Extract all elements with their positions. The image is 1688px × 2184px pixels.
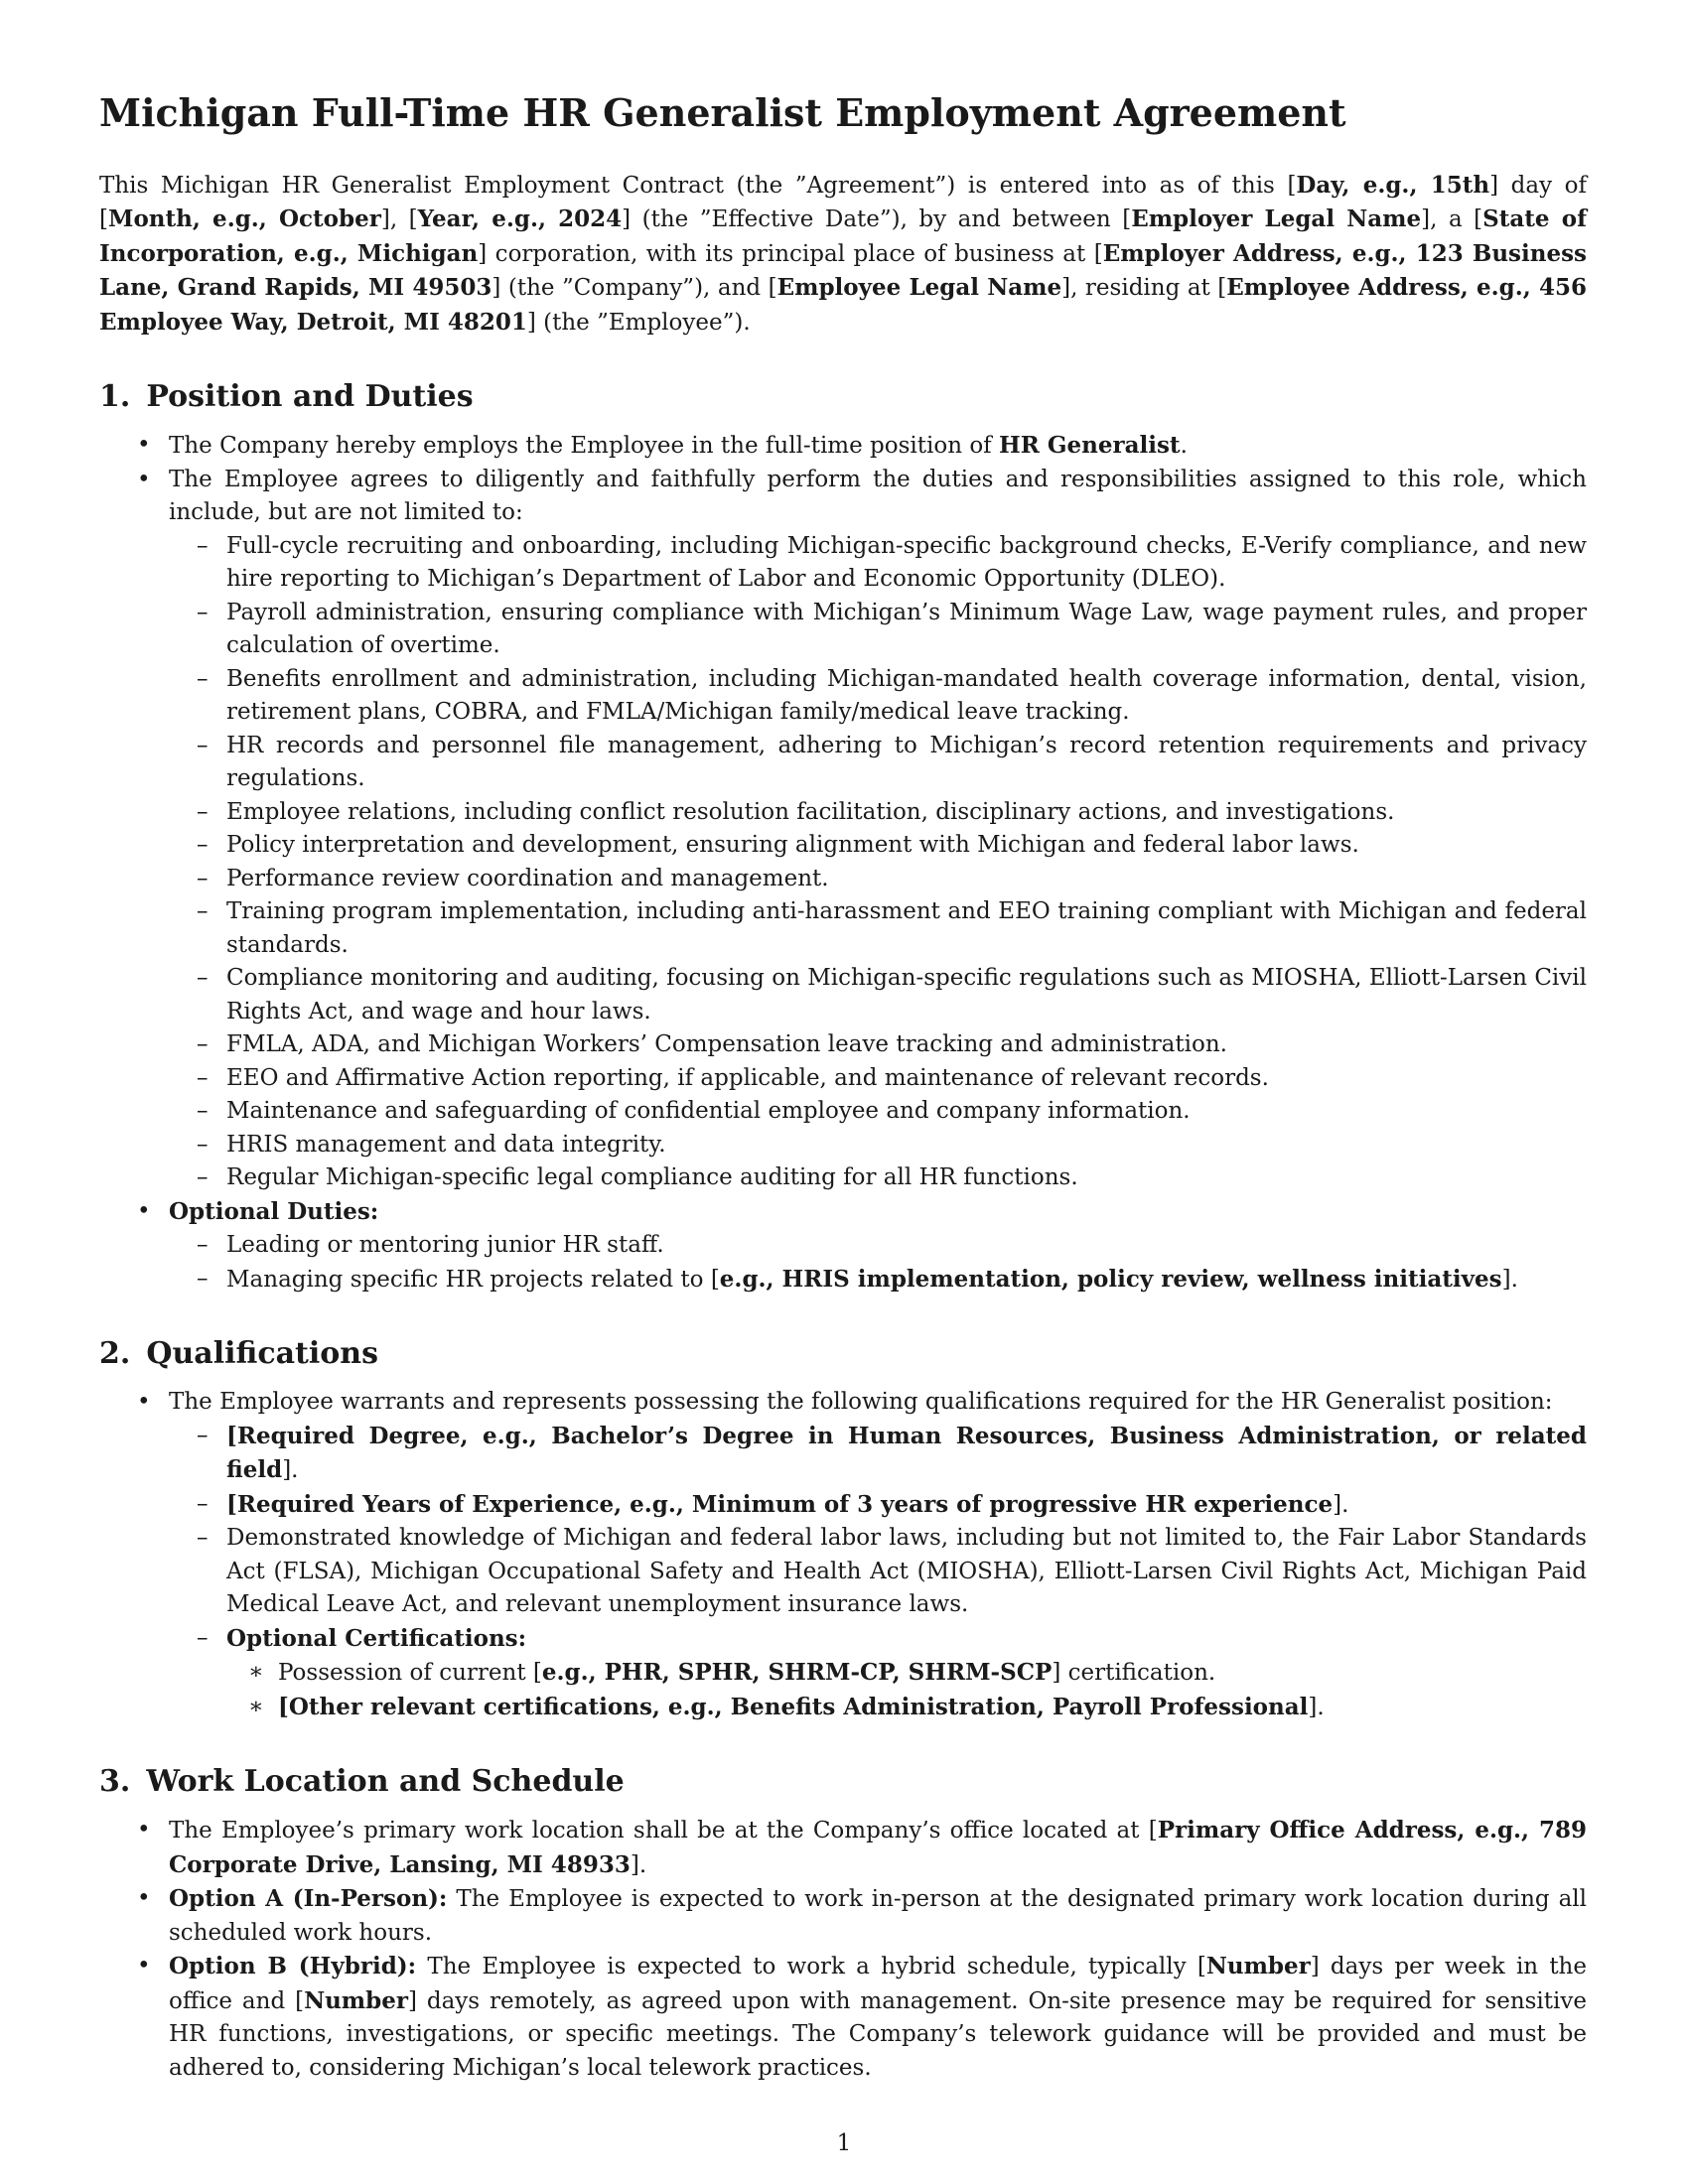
list-item [99, 429, 1587, 464]
text-run: Training program implementation, including anti-harassment and EEO training compliant with Michigan and federal standards. [226, 898, 1587, 958]
list-item-text [169, 1818, 1587, 1878]
text-run: Benefits enrollment and administration, including Michigan-mandated health coverage information, dental, vision, retirement plans, COBRA, and FMLA/Michigan family/medical leave tracking. [226, 665, 1587, 726]
bold-text: Other relevant certifications, e.g., Benefits Administration, Payroll Professional [288, 1693, 1309, 1720]
section-title: Qualifications [146, 1336, 378, 1372]
bold-text: Optional Certifications: [226, 1624, 527, 1652]
text-run: Regular Michigan-specific legal compliance auditing for all HR functions. [226, 1164, 1078, 1191]
section-heading [99, 1336, 1587, 1372]
text-run: This Michigan HR Generalist Employment Contract (the ”Agreement”) is entered into as of this [99, 172, 1288, 199]
list-item [163, 597, 1587, 663]
list-item-text [226, 1492, 1348, 1518]
text-run: The Employee is expected to work a hybrid schedule, typically [ [416, 1954, 1206, 1980]
section-1 [99, 379, 1587, 1297]
text-run: HR records and personnel file management, adhering to Michigan’s record retention requirements and privacy regulations. [226, 732, 1587, 792]
text-run: The Company hereby employs the Employee in the full-time position of [169, 433, 999, 460]
text-run: The Employee is expected to work in-person at the designated primary work location during all scheduled work hours. [169, 1886, 1588, 1946]
bold-text: e.g., HRIS implementation, policy review, wellness initiatives [719, 1265, 1502, 1293]
list-level-1 [99, 1386, 1587, 1724]
text-run: Demonstrated knowledge of Michigan and federal labor laws, including but not limited to, the Fair Labor Standards Act (FLSA), Michigan Occupational Safety and Health Act (MIOSHA), Elliott-Larsen Civil Rights Act, Michigan Paid Medical Leave Act, and relevant unemployment insurance laws. [226, 1525, 1587, 1618]
list-item-text [226, 965, 1587, 1024]
text-run: . [1180, 433, 1188, 460]
text-run: ] day of [1489, 172, 1587, 199]
list-item-text [226, 1132, 666, 1158]
text-run: ], residing at [ [1061, 275, 1227, 302]
text-run: ]. [282, 1457, 299, 1484]
bold-text: [ [278, 1693, 289, 1720]
list-item [163, 863, 1587, 896]
list-level-2 [169, 1229, 1587, 1297]
list-item [163, 530, 1587, 597]
list-item-text [169, 433, 1188, 459]
list-item-text [226, 1031, 1227, 1057]
list-item [226, 1691, 1587, 1725]
list-item-text [226, 1098, 1191, 1124]
bold-text: Number [304, 1986, 408, 2014]
list-level-2 [169, 1420, 1587, 1725]
list-item [99, 1195, 1587, 1297]
list-item-text [226, 1164, 1078, 1190]
list-item-text [278, 1695, 1325, 1720]
list-item [163, 1028, 1587, 1062]
list-level-1 [99, 429, 1587, 1297]
text-run: ] days remotely, as agreed upon with management. On-site presence may be required for sensitive HR functions, investigations, or specific meetings. The Company’s telework guidance will be provided and must be adhered to, considering Michigan’s local telework practices. [169, 1987, 1587, 2081]
bold-text: Employer Legal Name [1131, 205, 1422, 233]
list-item [99, 1386, 1587, 1724]
text-run: Payroll administration, ensuring compliance with Michigan’s Minimum Wage Law, wage payment rules, and proper calculation of overtime. [226, 599, 1587, 659]
bold-text: State of Incorporation, e.g., Michigan [99, 205, 1587, 267]
section-number: 2. [99, 1336, 131, 1372]
list-item [163, 1095, 1587, 1129]
text-run: [ [1287, 172, 1297, 199]
bold-text: Required Years of Experience, e.g., Minimum of 3 years of progressive HR experience [236, 1490, 1334, 1518]
list-item-text [169, 1389, 1553, 1415]
text-run: Full-cycle recruiting and onboarding, including Michigan-specific background checks, E-Verify compliance, and new hire reporting to Michigan’s Department of Labor and Economic Opportunity (DLEO). [226, 532, 1587, 593]
list-item [163, 1622, 1587, 1725]
bold-text: Option B (Hybrid): [169, 1953, 417, 1980]
list-item-text [169, 1954, 1587, 2081]
list-item-text [226, 666, 1587, 726]
bold-text: Primary Office Address, e.g., 789 Corporate Drive, Lansing, MI 48933 [169, 1817, 1587, 1878]
section-3 [99, 1764, 1587, 2085]
bold-text: Optional Duties: [169, 1197, 379, 1225]
list-item-text [226, 898, 1587, 958]
list-level-2 [169, 530, 1587, 1195]
text-run: ] corporation, with its principal place of business at [ [478, 240, 1103, 267]
list-item [163, 1488, 1587, 1523]
list-item-text [226, 533, 1587, 593]
list-item-text [226, 733, 1587, 792]
bold-text: Employee Legal Name [776, 274, 1062, 302]
list-item [163, 1129, 1587, 1162]
list-item [163, 796, 1587, 830]
text-run: ], [ [380, 206, 418, 233]
list-item-text [226, 1232, 664, 1258]
text-run: ], a [ [1421, 206, 1483, 233]
list-item-text [226, 1424, 1587, 1484]
document-page [99, 91, 1587, 2124]
text-run: [ [99, 206, 108, 233]
list-item-text [169, 1199, 378, 1225]
bold-text: Month, e.g., October [107, 205, 381, 233]
sections-container [99, 379, 1587, 2085]
text-run: EEO and Affirmative Action reporting, if applicable, and maintenance of relevant records. [226, 1064, 1269, 1091]
section-number: 3. [99, 1764, 131, 1800]
text-run: The Employee agrees to diligently and faithfully perform the duties and responsibilities assigned to this role, which include, but are not limited to: [169, 466, 1587, 526]
bold-text: [ [226, 1490, 237, 1518]
text-run: ]. [1308, 1694, 1325, 1720]
list-item [163, 895, 1587, 962]
bold-text: [ [226, 1422, 237, 1449]
list-item [163, 730, 1587, 796]
text-run: HRIS management and data integrity. [226, 1131, 666, 1158]
list-item [99, 1882, 1587, 1950]
list-item-text [278, 1660, 1215, 1686]
list-item [163, 1522, 1587, 1622]
list-item [163, 663, 1587, 730]
text-run: ] (the ”Company”), and [ [492, 275, 777, 302]
text-run: Policy interpretation and development, ensuring alignment with Michigan and federal labor laws. [226, 832, 1359, 859]
list-item [163, 1062, 1587, 1096]
section-heading [99, 379, 1587, 415]
text-run: The Employee warrants and represents possessing the following qualifications required for the HR Generalist position: [169, 1389, 1553, 1416]
list-level-1 [99, 1814, 1587, 2085]
bold-text: e.g., PHR, SPHR, SHRM-CP, SHRM-SCP [541, 1659, 1053, 1687]
bold-text: Day, e.g., 15th [1296, 171, 1490, 199]
list-item-text [226, 600, 1587, 659]
list-item [163, 1161, 1587, 1195]
list-item-text [226, 866, 829, 891]
list-item [163, 1229, 1587, 1263]
bold-text: Option A (In-Person): [169, 1885, 448, 1913]
list-item [99, 464, 1587, 1195]
text-run: ] days per week in the office and [ [169, 1954, 1587, 2014]
text-run: Managing specific HR projects related to [ [226, 1266, 720, 1293]
list-level-3 [226, 1656, 1587, 1724]
list-item-text [226, 1065, 1269, 1091]
list-item-text [226, 1626, 526, 1652]
document-title: Michigan Full-Time HR Generalist Employment Agreement [99, 90, 1346, 135]
text-run: Employee relations, including conflict resolution facilitation, disciplinary actions, and investigations. [226, 798, 1395, 825]
intro-paragraph [99, 169, 1587, 341]
bold-text: HR Generalist [999, 432, 1181, 460]
list-item-text [169, 1886, 1587, 1946]
list-item [163, 1263, 1587, 1297]
list-item-text [226, 1525, 1587, 1617]
list-item [163, 1420, 1587, 1488]
list-item-text [226, 832, 1359, 858]
list-item [99, 1814, 1587, 1882]
text-run: The Employee’s primary work location shall be at the Company’s office located at [ [169, 1818, 1158, 1844]
text-run: ] (the ”Employee”). [526, 309, 751, 336]
text-run: ]. [1501, 1266, 1518, 1293]
section-title: Work Location and Schedule [146, 1764, 625, 1800]
section-heading [99, 1764, 1587, 1800]
text-run: ] certification. [1052, 1660, 1216, 1687]
list-item-text [226, 799, 1394, 825]
list-item [163, 962, 1587, 1028]
text-run: Leading or mentoring junior HR staff. [226, 1232, 664, 1259]
text-run: FMLA, ADA, and Michigan Workers’ Compensation leave tracking and administration. [226, 1031, 1227, 1058]
bold-text: Required Degree, e.g., Bachelor’s Degree in Human Resources, Business Administration, or related field [226, 1422, 1587, 1484]
text-run: ]. [1333, 1491, 1349, 1518]
text-run: Maintenance and safeguarding of confidential employee and company information. [226, 1098, 1191, 1125]
list-item [226, 1656, 1587, 1691]
bold-text: Year, e.g., 2024 [417, 205, 623, 233]
section-2 [99, 1336, 1587, 1724]
list-item-text [226, 1267, 1518, 1293]
text-run: ]. [630, 1851, 647, 1878]
list-item [163, 829, 1587, 863]
list-item-text [169, 467, 1587, 526]
text-run: Possession of current [ [278, 1660, 542, 1687]
bold-text: Employer Address, e.g., 123 Business Lane, Grand Rapids, MI 49503 [99, 239, 1587, 302]
list-item [99, 1950, 1587, 2085]
text-run: ] (the ”Effective Date”), by and between [ [622, 206, 1132, 233]
section-number: 1. [99, 379, 131, 415]
text-run: Compliance monitoring and auditing, focusing on Michigan-specific regulations such as MIOSHA, Elliott-Larsen Civil Rights Act, and wage and hour laws. [226, 965, 1587, 1024]
bold-text: Employee Address, e.g., 456 Employee Way, Detroit, MI 48201 [99, 274, 1587, 336]
text-run: Performance review coordination and management. [226, 865, 829, 891]
page-number: 1 [836, 2130, 852, 2156]
section-title: Position and Duties [146, 379, 474, 415]
bold-text: Number [1205, 1953, 1311, 1980]
